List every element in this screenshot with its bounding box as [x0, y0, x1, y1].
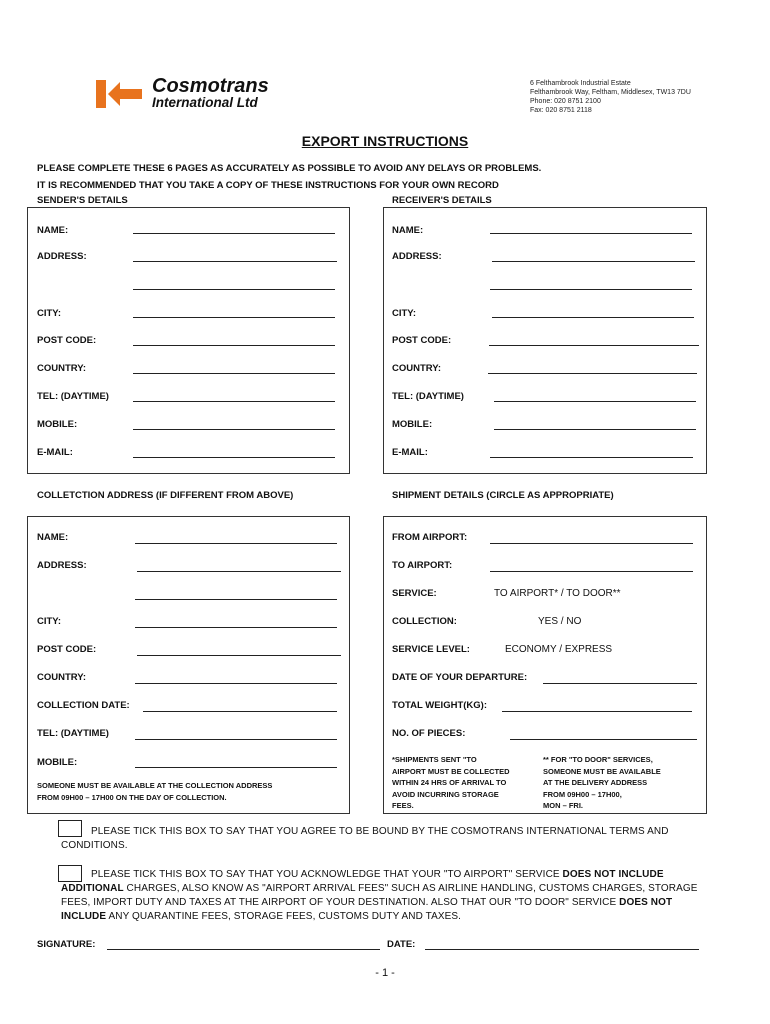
receiver-email-field[interactable] — [490, 457, 693, 458]
sender-address-field-1[interactable] — [133, 261, 337, 262]
receiver-address-field-1[interactable] — [492, 261, 695, 262]
collection-country-label: COUNTRY: — [37, 672, 87, 683]
collection-postcode-label: POST CODE: — [37, 644, 97, 655]
collection-date-label: COLLECTION DATE: — [37, 700, 130, 711]
collection-heading: COLLETCTION ADDRESS (IF DIFFERENT FROM ABOVE) — [37, 490, 294, 501]
collection-address-field-1[interactable] — [137, 571, 341, 572]
arrow-logo-icon — [96, 78, 148, 110]
receiver-city-label: CITY: — [392, 308, 417, 319]
receiver-postcode-label: POST CODE: — [392, 335, 452, 346]
sender-mobile-label: MOBILE: — [37, 419, 78, 430]
acknowledge-charges-text: PLEASE TICK THIS BOX TO SAY THAT YOU ACKNOWLEDGE THAT YOUR "TO AIRPORT" SERVICE DOES NOT INCLUDE ADDITIONAL CHARGES, ALSO KNOW AS "AIRPORT ARRIVAL FEES" SUCH AS AIRLINE HANDLING, CUSTOMS CHARGES, STORAGE FEES, IMPORT DUTY AND TAXES AT THE AIRPORT OF YOUR DESTINATION. ALSO THAT OUR "TO DOOR" SERVICE DOES NOT INCLUDE ANY QUARANTINE FEES, STORAGE FEES, CUSTOMS DUTY AND TAXES. — [61, 869, 698, 922]
departure-date-field[interactable] — [543, 683, 697, 684]
to-airport-field[interactable] — [490, 571, 693, 572]
date-field[interactable] — [425, 949, 699, 950]
collection-tel-field[interactable] — [135, 739, 337, 740]
receiver-postcode-field[interactable] — [489, 345, 699, 346]
sender-postcode-field[interactable] — [133, 345, 335, 346]
total-weight-field[interactable] — [502, 711, 692, 712]
receiver-name-field[interactable] — [490, 233, 692, 234]
collection-options[interactable]: YES / NO — [538, 616, 582, 627]
collection-option-label: COLLECTION: — [392, 616, 457, 627]
company-name: Cosmotrans — [152, 75, 269, 97]
page-title: EXPORT INSTRUCTIONS — [301, 133, 469, 149]
receiver-email-label: E-MAIL: — [392, 447, 428, 458]
sender-name-label: NAME: — [37, 225, 69, 236]
sender-city-label: CITY: — [37, 308, 62, 319]
signature-label: SIGNATURE: — [37, 939, 96, 950]
sender-tel-label: TEL: (DAYTIME) — [37, 391, 109, 402]
receiver-name-label: NAME: — [392, 225, 424, 236]
to-door-note: ** FOR "TO DOOR" SERVICES, SOMEONE MUST BE AVAILABLE AT THE DELIVERY ADDRESS FROM 09H00 – 17H00, MON – FRI. — [543, 755, 661, 810]
collection-tel-label: TEL: (DAYTIME) — [37, 728, 109, 739]
company-address: 6 Felthambrook Industrial Estate Felthambrook Way, Feltham, Middlesex, TW13 7DU Phone: 020 8751 2100 Fax: 020 8751 2118 — [530, 80, 691, 114]
to-airport-label: TO AIRPORT: — [392, 560, 453, 571]
from-airport-label: FROM AIRPORT: — [392, 532, 468, 543]
shipment-heading: SHIPMENT DETAILS (CIRCLE AS APPROPRIATE) — [392, 490, 614, 501]
sender-city-field[interactable] — [133, 317, 335, 318]
to-airport-note: *SHIPMENTS SENT "TO AIRPORT MUST BE COLLECTED WITHIN 24 HRS OF ARRIVAL TO AVOID INCURRING STORAGE FEES. — [392, 755, 510, 810]
departure-date-label: DATE OF YOUR DEPARTURE: — [392, 672, 528, 683]
collection-name-label: NAME: — [37, 532, 69, 543]
collection-postcode-field[interactable] — [137, 655, 341, 656]
collection-city-label: CITY: — [37, 616, 62, 627]
collection-address-label: ADDRESS: — [37, 560, 87, 571]
receiver-city-field[interactable] — [492, 317, 694, 318]
receiver-country-label: COUNTRY: — [392, 363, 442, 374]
receiver-tel-label: TEL: (DAYTIME) — [392, 391, 464, 402]
from-airport-field[interactable] — [490, 543, 693, 544]
sender-mobile-field[interactable] — [133, 429, 335, 430]
receiver-tel-field[interactable] — [494, 401, 696, 402]
collection-note-line-1: SOMEONE MUST BE AVAILABLE AT THE COLLECTION ADDRESS — [37, 781, 273, 790]
collection-note-line-2: FROM 09H00 – 17H00 ON THE DAY OF COLLECTION. — [37, 793, 227, 802]
receiver-address-field-2[interactable] — [490, 289, 692, 290]
sender-address-field-2[interactable] — [133, 289, 335, 290]
collection-date-field[interactable] — [143, 711, 337, 712]
collection-mobile-label: MOBILE: — [37, 757, 78, 768]
receiver-country-field[interactable] — [488, 373, 697, 374]
pieces-field[interactable] — [510, 739, 697, 740]
sender-heading: SENDER'S DETAILS — [37, 195, 128, 206]
service-label: SERVICE: — [392, 588, 437, 599]
sender-email-label: E-MAIL: — [37, 447, 73, 458]
sender-address-label: ADDRESS: — [37, 251, 87, 262]
total-weight-label: TOTAL WEIGHT(KG): — [392, 700, 487, 711]
collection-city-field[interactable] — [135, 627, 337, 628]
collection-country-field[interactable] — [135, 683, 337, 684]
sender-postcode-label: POST CODE: — [37, 335, 97, 346]
collection-mobile-field[interactable] — [135, 767, 337, 768]
company-logo — [96, 75, 306, 112]
sender-tel-field[interactable] — [133, 401, 335, 402]
agree-terms-text: PLEASE TICK THIS BOX TO SAY THAT YOU AGREE TO BE BOUND BY THE COSMOTRANS INTERNATIONAL TERMS AND CONDITIONS. — [61, 826, 669, 851]
sender-country-field[interactable] — [133, 373, 335, 374]
sender-country-label: COUNTRY: — [37, 363, 87, 374]
page-number: - 1 - — [375, 967, 395, 979]
collection-name-field[interactable] — [135, 543, 337, 544]
sender-name-field[interactable] — [133, 233, 335, 234]
receiver-heading: RECEIVER'S DETAILS — [392, 195, 492, 206]
service-options[interactable]: TO AIRPORT* / TO DOOR** — [494, 588, 621, 599]
service-level-label: SERVICE LEVEL: — [392, 644, 470, 655]
signature-field[interactable] — [107, 949, 380, 950]
receiver-mobile-field[interactable] — [494, 429, 696, 430]
company-subname: International Ltd — [152, 95, 258, 110]
intro-line-2: IT IS RECOMMENDED THAT YOU TAKE A COPY OF THESE INSTRUCTIONS FOR YOUR OWN RECORD — [37, 180, 499, 191]
service-level-options[interactable]: ECONOMY / EXPRESS — [505, 644, 613, 655]
date-label: DATE: — [387, 939, 416, 950]
pieces-label: NO. OF PIECES: — [392, 728, 466, 739]
sender-email-field[interactable] — [133, 457, 335, 458]
receiver-address-label: ADDRESS: — [392, 251, 442, 262]
collection-address-field-2[interactable] — [135, 599, 337, 600]
receiver-mobile-label: MOBILE: — [392, 419, 433, 430]
intro-line-1: PLEASE COMPLETE THESE 6 PAGES AS ACCURATELY AS POSSIBLE TO AVOID ANY DELAYS OR PROBLEMS. — [37, 163, 542, 174]
